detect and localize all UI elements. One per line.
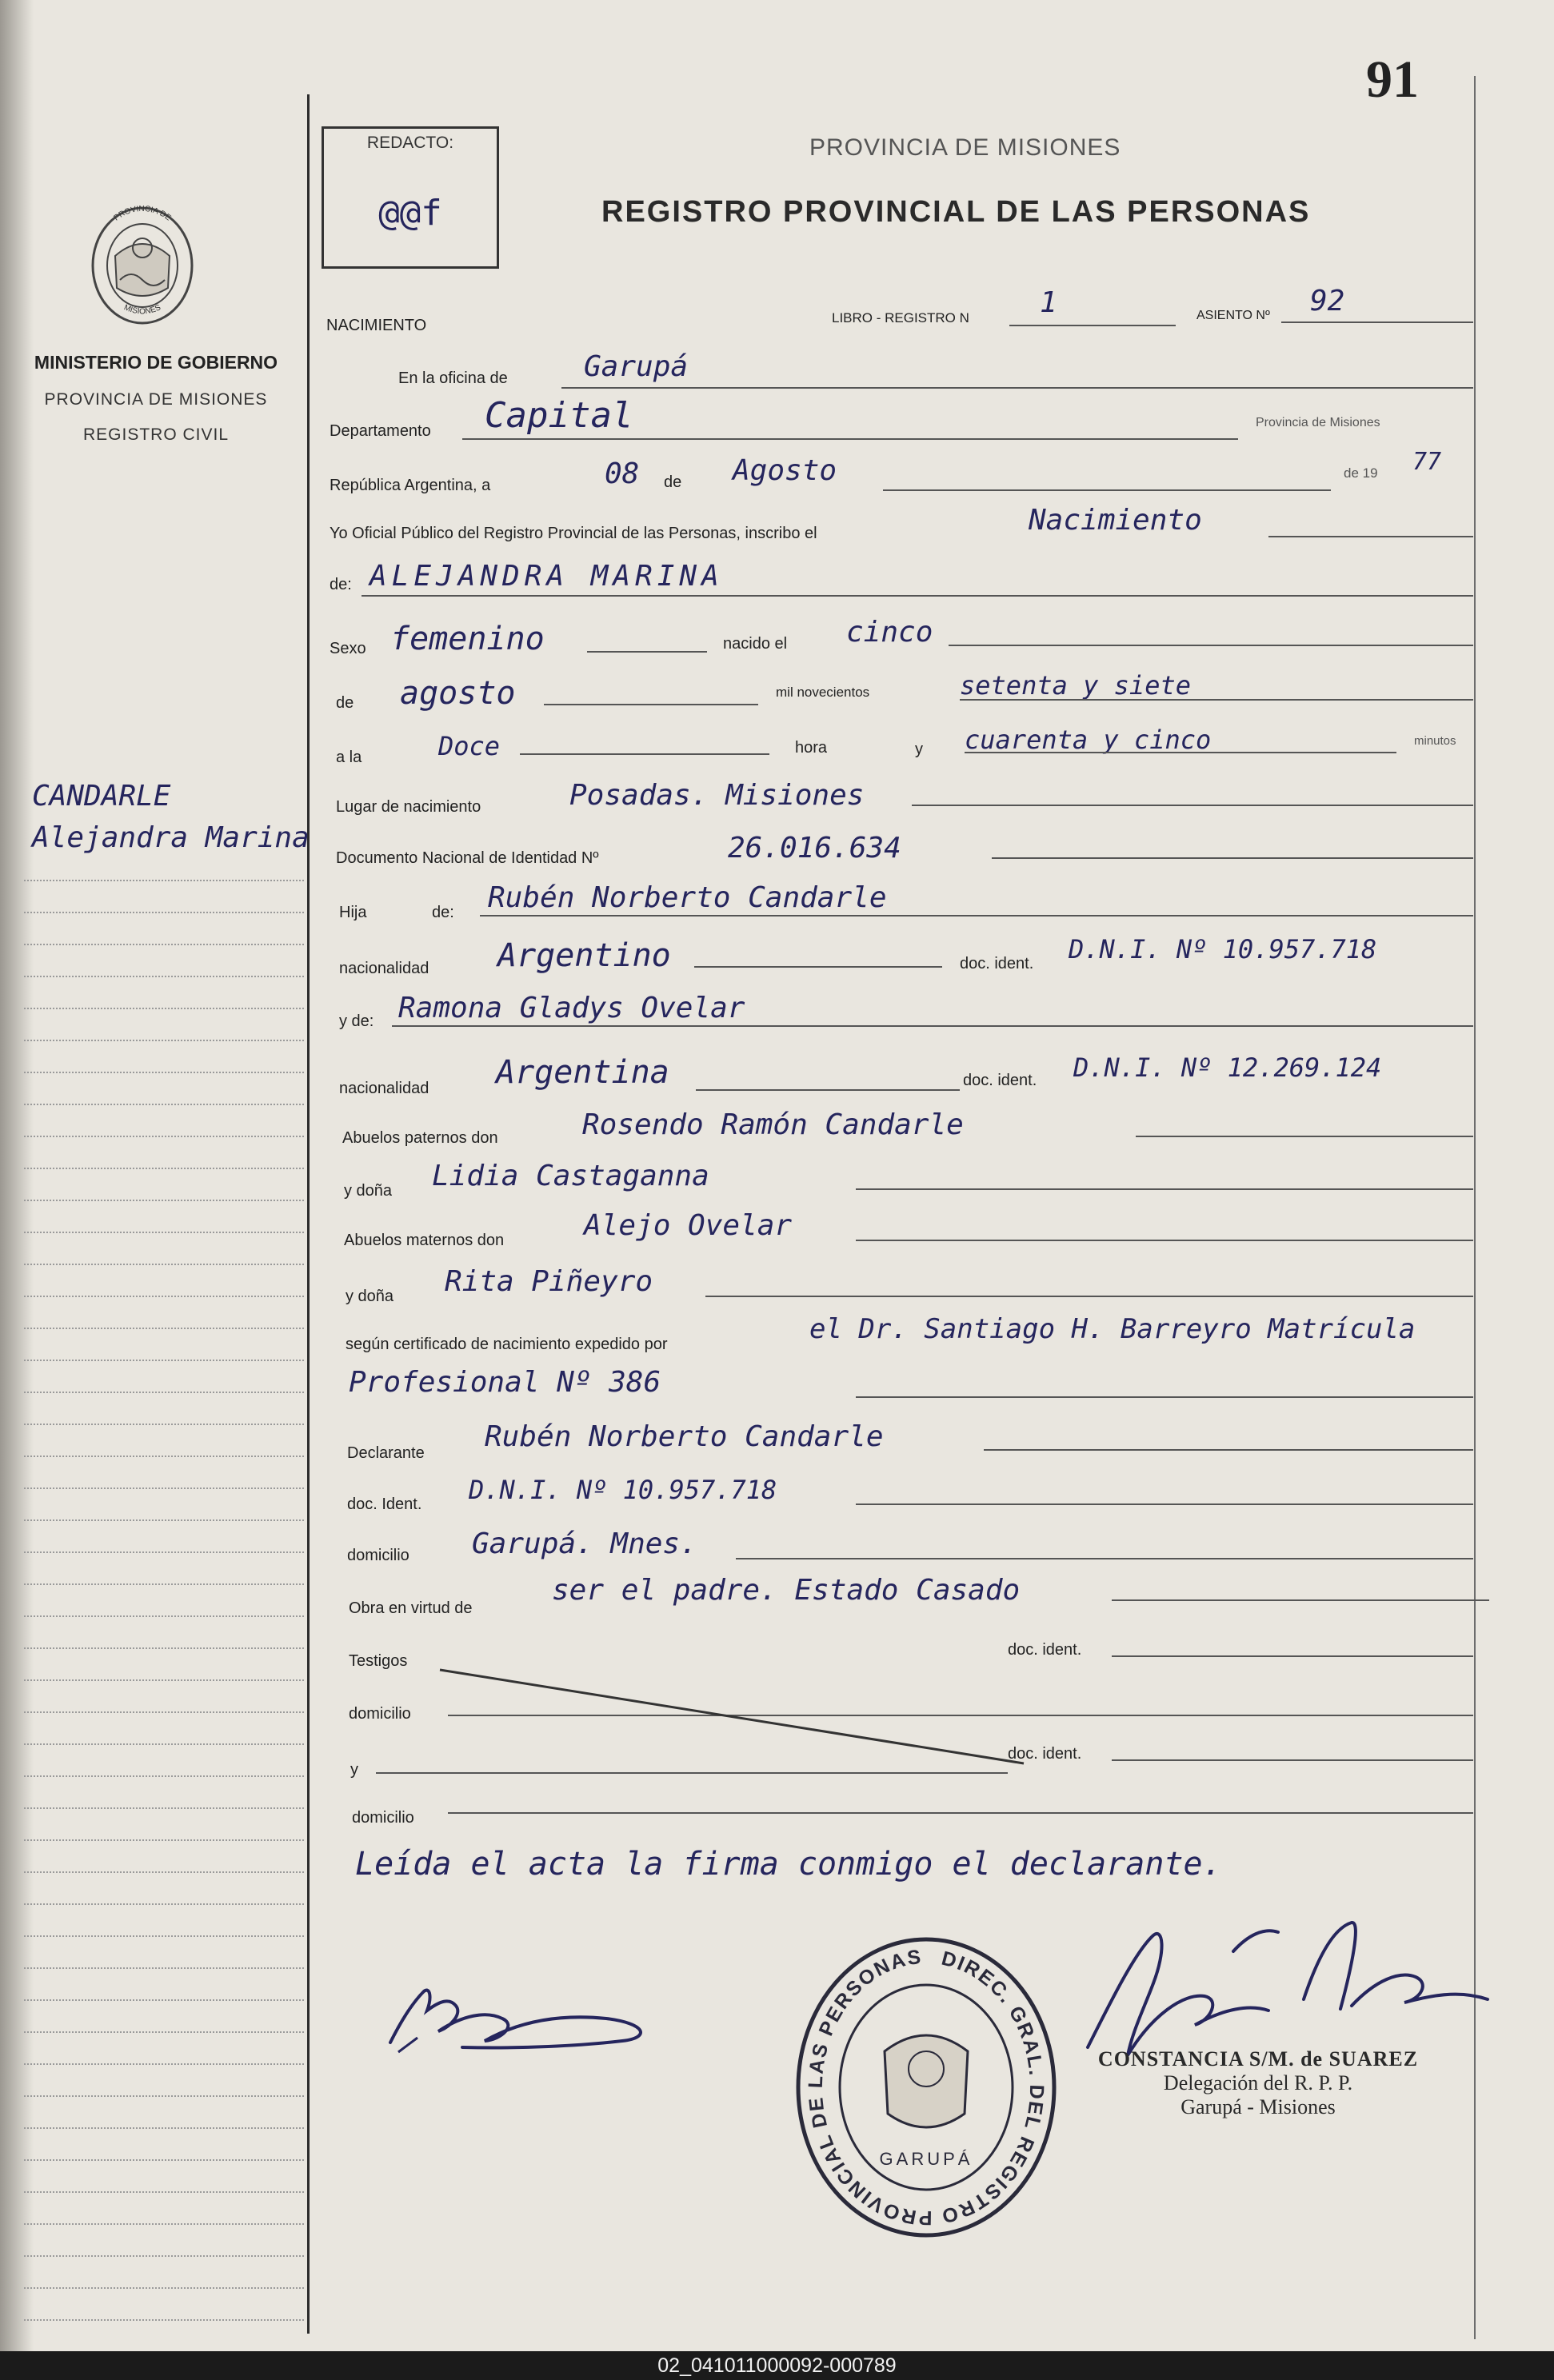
margin-annotation (32, 776, 310, 859)
nacionalidad-madre-label: nacionalidad (339, 1080, 429, 1097)
abuelo-materno-line (856, 1240, 1473, 1241)
svg-text:MISIONES (122, 303, 162, 316)
margin-dotted-line (24, 1711, 304, 1713)
oficina-label: En la oficina de (398, 369, 508, 387)
declarante-signature-icon (382, 1969, 670, 2057)
registry-stamp-icon (790, 1931, 1062, 2243)
margin-dotted-line (24, 1328, 304, 1329)
dni-label: Documento Nacional de Identidad Nº (336, 849, 599, 867)
certificado-line (856, 1396, 1473, 1398)
nacido-label: nacido el (723, 635, 788, 653)
abuelos-paternos-label: Abuelos paternos don (342, 1129, 498, 1147)
mes-nac-line (544, 704, 758, 705)
anio-nac-line (960, 699, 1473, 701)
nacionalidad-padre-label: nacionalidad (339, 960, 429, 977)
margin-dotted-line (24, 2159, 304, 2161)
doc-declarante-line (856, 1503, 1473, 1505)
domicilio-testigo-2-line (448, 1812, 1473, 1814)
y-dona-materna-label: y doña (346, 1288, 394, 1305)
lugar-line (912, 805, 1473, 806)
obra-label: Obra en virtud de (349, 1599, 473, 1617)
anio-value: 77 (1412, 448, 1442, 476)
inscribo-line (1268, 536, 1473, 537)
libro-label: LIBRO - REGISTRO N (832, 310, 969, 325)
testigos-strike-icon (432, 1663, 1040, 1783)
seal-ring-bottom: MISIONES (122, 303, 162, 317)
abuela-materna-line (705, 1296, 1473, 1297)
lugar-label: Lugar de nacimiento (336, 798, 481, 816)
nombre-value: ALEJANDRA MARINA (370, 560, 724, 593)
domicilio-label: domicilio (347, 1547, 409, 1564)
margin-dotted-line (24, 2031, 304, 2033)
margin-dotted-line (24, 1871, 304, 1873)
declarante-label: Declarante (347, 1444, 425, 1462)
padre-line (480, 915, 1473, 916)
margin-dotted-line (24, 2319, 304, 2321)
margin-dotted-line (24, 2191, 304, 2193)
y-label: y (915, 741, 923, 758)
y-de-label: y de: (339, 1012, 374, 1030)
de-label: de (664, 473, 682, 491)
margin-dotted-line (24, 1008, 304, 1009)
doc-padre-value: D.N.I. Nº 10.957.718 (1069, 934, 1377, 964)
margin-dotted-line (24, 2223, 304, 2225)
doc-ident-padre-label: doc. ident. (960, 955, 1034, 972)
domicilio-line (736, 1558, 1473, 1559)
provincia-label: Provincia de Misiones (1256, 416, 1380, 429)
hora-value: Doce (438, 731, 501, 761)
margin-dotted-line (24, 2063, 304, 2065)
declarante-value: Rubén Norberto Candarle (485, 1420, 884, 1453)
margin-dotted-line (24, 1200, 304, 1201)
doc-ident-testigo-1-label: doc. ident. (1008, 1641, 1082, 1659)
stamp-ring-text: DIREC. GRAL. DEL REGISTRO PROVINCIAL DE LAS PERSONAS (804, 1945, 1049, 2230)
testigos-label: Testigos (349, 1652, 408, 1670)
departamento-value: Capital (485, 395, 633, 436)
abuelo-paterno-value: Rosendo Ramón Candarle (582, 1108, 964, 1141)
mes-value: Agosto (733, 454, 837, 487)
margin-dotted-line (24, 976, 304, 977)
nac-madre-line (696, 1089, 960, 1091)
margin-dotted-line (24, 1040, 304, 1041)
minutos-value: cuarenta y cinco (965, 725, 1212, 755)
margin-office: REGISTRO CIVIL (82, 425, 230, 444)
stamp-inner-text: GARUPÁ (879, 2149, 973, 2169)
stamp-place: Garupá - Misiones (1180, 2095, 1336, 2118)
republica-label: República Argentina, a (330, 477, 491, 494)
doc-ident-testigo-1-line (1112, 1655, 1473, 1657)
doc-declarante-value: D.N.I. Nº 10.957.718 (469, 1475, 777, 1505)
asiento-line (1281, 321, 1473, 323)
certificado-label: según certificado de nacimiento expedido por (346, 1336, 668, 1353)
abuelo-paterno-line (1136, 1136, 1473, 1137)
y-dona-paterna-label: y doña (344, 1182, 393, 1200)
margin-dotted-line (24, 1072, 304, 1073)
nacido-value: cinco (846, 616, 933, 649)
dia-value: 08 (605, 457, 640, 490)
libro-line (1009, 325, 1176, 326)
leida-value: Leída el acta la firma conmigo el declarante. (355, 1846, 1222, 1883)
header-province: PROVINCIA DE MISIONES (809, 134, 1121, 161)
margin-dotted-line (24, 1807, 304, 1809)
nacido-line (949, 645, 1473, 646)
file-code-footer: 02_041011000092-000789 (657, 2354, 897, 2377)
margin-dotted-line (24, 1168, 304, 1169)
margin-dotted-line (24, 1615, 304, 1617)
abuela-paterna-value: Lidia Castaganna (432, 1160, 709, 1192)
act-type: NACIMIENTO (326, 317, 427, 334)
delegation-stamp (1070, 2047, 1446, 2119)
margin-dotted-line (24, 1488, 304, 1489)
lugar-value: Posadas. Misiones (569, 779, 865, 812)
margin-dotted-line (24, 1424, 304, 1425)
oficina-value: Garupá (584, 350, 689, 383)
yo-oficial-label: Yo Oficial Público del Registro Provincial de las Personas, inscribo el (330, 525, 817, 542)
obra-line (1112, 1599, 1489, 1601)
margin-dotted-line (24, 1392, 304, 1393)
margin-dotted-line (24, 1743, 304, 1745)
mes-nac-value: agosto (400, 675, 516, 712)
sexo-line (587, 651, 707, 653)
dni-value: 26.016.634 (728, 832, 901, 865)
seal-ring-top: PROVINCIA DE (112, 204, 173, 223)
margin-dotted-line (24, 1903, 304, 1905)
doc-madre-value: D.N.I. Nº 12.269.124 (1073, 1052, 1382, 1083)
asiento-label: ASIENTO Nº (1196, 309, 1270, 322)
margin-dotted-line (24, 1935, 304, 1937)
margin-dotted-line (24, 1296, 304, 1297)
doc-ident-declarante-label: doc. Ident. (347, 1495, 422, 1513)
coat-of-arms-seal-icon (85, 200, 200, 328)
margin-dotted-line (24, 1136, 304, 1137)
asiento-value: 92 (1310, 285, 1345, 317)
de-nombre-label: de: (330, 576, 352, 593)
mil-novecientos-label: mil novecientos (776, 685, 870, 700)
hija-label: Hija (339, 904, 367, 921)
sexo-label: Sexo (330, 640, 366, 657)
margin-dotted-line (24, 1519, 304, 1521)
redacto-box (322, 126, 499, 269)
obra-value: ser el padre. Estado Casado (552, 1574, 1021, 1607)
page-number: 91 (1366, 50, 1419, 109)
madre-line (392, 1025, 1473, 1027)
margin-dotted-line (24, 1999, 304, 2001)
y-testigo-label: y (350, 1761, 358, 1779)
margin-dotted-line (24, 880, 304, 881)
nac-madre-value: Argentina (496, 1054, 669, 1091)
doc-ident-madre-label: doc. ident. (963, 1072, 1037, 1089)
abuela-materna-value: Rita Piñeyro (445, 1265, 653, 1298)
de2-label: de (336, 694, 354, 712)
de-19-label: de 19 (1344, 465, 1378, 481)
margin-dotted-line (24, 1232, 304, 1233)
domicilio-value: Garupá. Mnes. (472, 1527, 697, 1560)
margin-dotted-line (24, 2127, 304, 2129)
abuela-paterna-line (856, 1188, 1473, 1190)
margin-dotted-line (24, 2287, 304, 2289)
ministry-title: MINISTERIO DE GOBIERNO (34, 352, 278, 373)
margin-dotted-line (24, 2255, 304, 2257)
madre-value: Ramona Gladys Ovelar (398, 992, 745, 1024)
hora-label: hora (795, 739, 828, 757)
margin-dotted-line (24, 1967, 304, 1969)
declarante-line (984, 1449, 1473, 1451)
margin-dotted-line (24, 1360, 304, 1361)
header-registry: REGISTRO PROVINCIAL DE LAS PERSONAS (601, 195, 1311, 229)
margin-dotted-line (24, 1775, 304, 1777)
margin-surname: CANDARLE (32, 780, 171, 813)
margin-dotted-line (24, 2095, 304, 2097)
margin-province: PROVINCIA DE MISIONES (44, 390, 268, 409)
domicilio-testigo-1-label: domicilio (349, 1705, 411, 1723)
stamp-role: Delegación del R. P. P. (1163, 2071, 1353, 2094)
margin-dotted-line (24, 1839, 304, 1841)
stamp-name: CONSTANCIA S/M. de SUAREZ (1097, 2047, 1419, 2071)
redacto-value: @@f (378, 193, 442, 234)
svg-text:PROVINCIA DE (112, 205, 172, 223)
departamento-line (462, 438, 1238, 440)
domicilio-testigo-2-label: domicilio (352, 1809, 414, 1827)
margin-dotted-line (24, 944, 304, 945)
abuelo-materno-value: Alejo Ovelar (584, 1209, 793, 1242)
nac-padre-line (694, 966, 942, 968)
sexo-value: femenino (390, 621, 545, 657)
margin-given-names: Alejandra Marina (32, 821, 310, 854)
minutos-label: minutos (1414, 734, 1456, 748)
de3-label: de: (432, 904, 454, 921)
dni-line (992, 857, 1473, 859)
nac-padre-value: Argentino (497, 937, 671, 974)
abuelos-maternos-label: Abuelos maternos don (344, 1232, 505, 1249)
margin-dotted-line (24, 1456, 304, 1457)
inscribo-value: Nacimiento (1029, 504, 1202, 537)
margin-dotted-line (24, 1264, 304, 1265)
departamento-label: Departamento (330, 422, 431, 440)
redacto-label: REDACTO: (366, 134, 454, 152)
anio-nac-value: setenta y siete (960, 670, 1191, 701)
margin-dotted-line (24, 912, 304, 913)
hora-line (520, 753, 769, 755)
margin-dotted-line (24, 1583, 304, 1585)
margin-dotted-line (24, 1679, 304, 1681)
margin-dotted-line (24, 1551, 304, 1553)
minutos-line (965, 752, 1396, 753)
libro-value: 1 (1040, 286, 1057, 319)
certificado-value: el Dr. Santiago H. Barreyro Matrícula (809, 1313, 1416, 1345)
margin-dotted-line (24, 1647, 304, 1649)
doc-ident-testigo-2-label: doc. ident. (1008, 1745, 1082, 1763)
nombre-line (362, 595, 1473, 597)
certificado-value-2: Profesional Nº 386 (349, 1366, 661, 1399)
margin-dotted-line (24, 1104, 304, 1105)
padre-value: Rubén Norberto Candarle (488, 881, 887, 914)
oficina-line (561, 387, 1473, 389)
a-la-label: a la (336, 749, 362, 766)
doc-ident-testigo-2-line (1112, 1759, 1473, 1761)
mes-line (883, 489, 1331, 491)
